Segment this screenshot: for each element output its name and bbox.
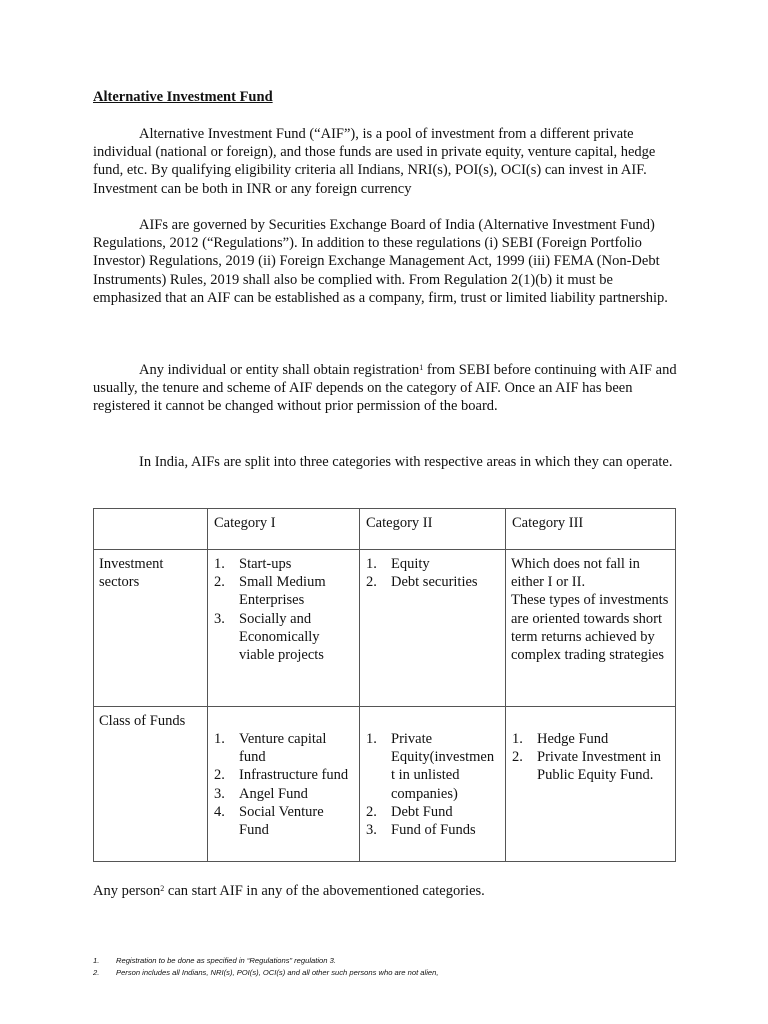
list-item: 3. Fund of Funds: [366, 822, 476, 839]
registration-text-start: Any individual or entity shall obtain registration: [139, 362, 420, 378]
list-item: 2. Private Investment in Public Equity Fund.: [512, 749, 662, 784]
footnote-ref-2: 2: [160, 884, 165, 893]
list-item: 1. Venture capital fund: [214, 731, 327, 766]
cell-cat1-funds: [208, 707, 360, 862]
footnote-ref-1: 1: [419, 363, 424, 372]
table-row-investment-sectors: [94, 550, 676, 707]
footnote-2: 2. Person includes all Indians, NRI(s), POI(s), OCI(s) and all other such persons who are not alien,: [93, 968, 439, 977]
list-item: 2. Debt Fund: [366, 803, 453, 820]
table-header-row: [94, 509, 676, 550]
row-label-class-of-funds: Class of Funds: [94, 707, 208, 862]
table-header-empty: [94, 509, 208, 550]
any-person-text-start: Any person: [93, 883, 161, 899]
paragraph-registration: [93, 361, 678, 416]
list-item: 4. Social Venture Fund: [214, 803, 324, 839]
paragraph-categories-intro: In India, AIFs are split into three categories with respective areas in which they can operate.: [139, 454, 673, 470]
cat3-sectors-line2: These types of investments are oriented towards short term returns achieved by complex trading strategies: [511, 592, 669, 664]
list-item: 1. Hedge Fund: [512, 731, 609, 747]
table-header-category-2: Category II: [360, 509, 506, 550]
list-item: 2. Small Medium Enterprises: [214, 574, 326, 609]
any-person-text-end: can start AIF in any of the abovementioned categories.: [164, 883, 485, 899]
list-item: 2. Infrastructure fund: [214, 767, 349, 784]
aif-categories-table: [93, 508, 676, 862]
cell-cat3-sectors: [506, 550, 676, 707]
paragraph-any-person: [93, 882, 678, 900]
list-item: 2. Debt securities: [366, 574, 478, 591]
list-item: 3. Socially and Economically viable projects: [214, 610, 324, 664]
table-header-category-1: Category I: [208, 509, 360, 550]
footnote-1: 1. Registration to be done as specified in “Regulations” regulation 3.: [93, 956, 336, 965]
list-item: 1. Start-ups: [214, 556, 292, 572]
list-item: 3. Angel Fund: [214, 785, 308, 802]
cell-cat2-funds: [360, 707, 506, 862]
list-item: 1. Equity: [366, 556, 430, 572]
paragraph-aif-definition: Alternative Investment Fund (“AIF”), is a pool of investment from a different private individual (national or foreign), and those funds are used in private equity, venture capital, hedge fund, etc. By qualifying eligibility criteria all Indians, NRI(s), POI(s), OCI(s) can invest in AIF. Investment can be both in INR or any foreign currency: [93, 126, 656, 197]
cell-cat3-funds: [506, 707, 676, 862]
registration-text-end: from SEBI before continuing with AIF and usually, the tenure and scheme of AIF depends on the category of AIF. Once an AIF has been registered it cannot be changed without prior permission of the board.: [93, 362, 677, 415]
list-item: 1. Private Equity(investmen t in unlisted companies): [366, 731, 495, 802]
row-label-investment-sectors: Investment sectors: [94, 550, 208, 707]
cell-cat2-sectors: [360, 550, 506, 707]
cell-cat1-sectors: [208, 550, 360, 707]
cat3-sectors-line1: Which does not fall in either I or II.: [511, 556, 640, 591]
document-title: Alternative Investment Fund: [93, 89, 273, 105]
table-header-category-3: Category III: [506, 509, 676, 550]
table-row-class-of-funds: [94, 707, 676, 862]
footnotes: [93, 955, 438, 979]
paragraph-aif-regulations: AIFs are governed by Securities Exchange Board of India (Alternative Investment Fund) Regulations, 2012 (“Regulations”). In addition to these regulations (i) SEBI (Foreign Portfolio Investor) Regulations, 2019 (ii) Foreign Exchange Management Act, 1999 (iii) FEMA (Non-Debt Instruments) Rules, 2019 shall also be complied with. From Regulation 2(1)(b) it must be emphasized that an AIF can be established as a company, firm, trust or limited liability partnership.: [93, 217, 668, 306]
